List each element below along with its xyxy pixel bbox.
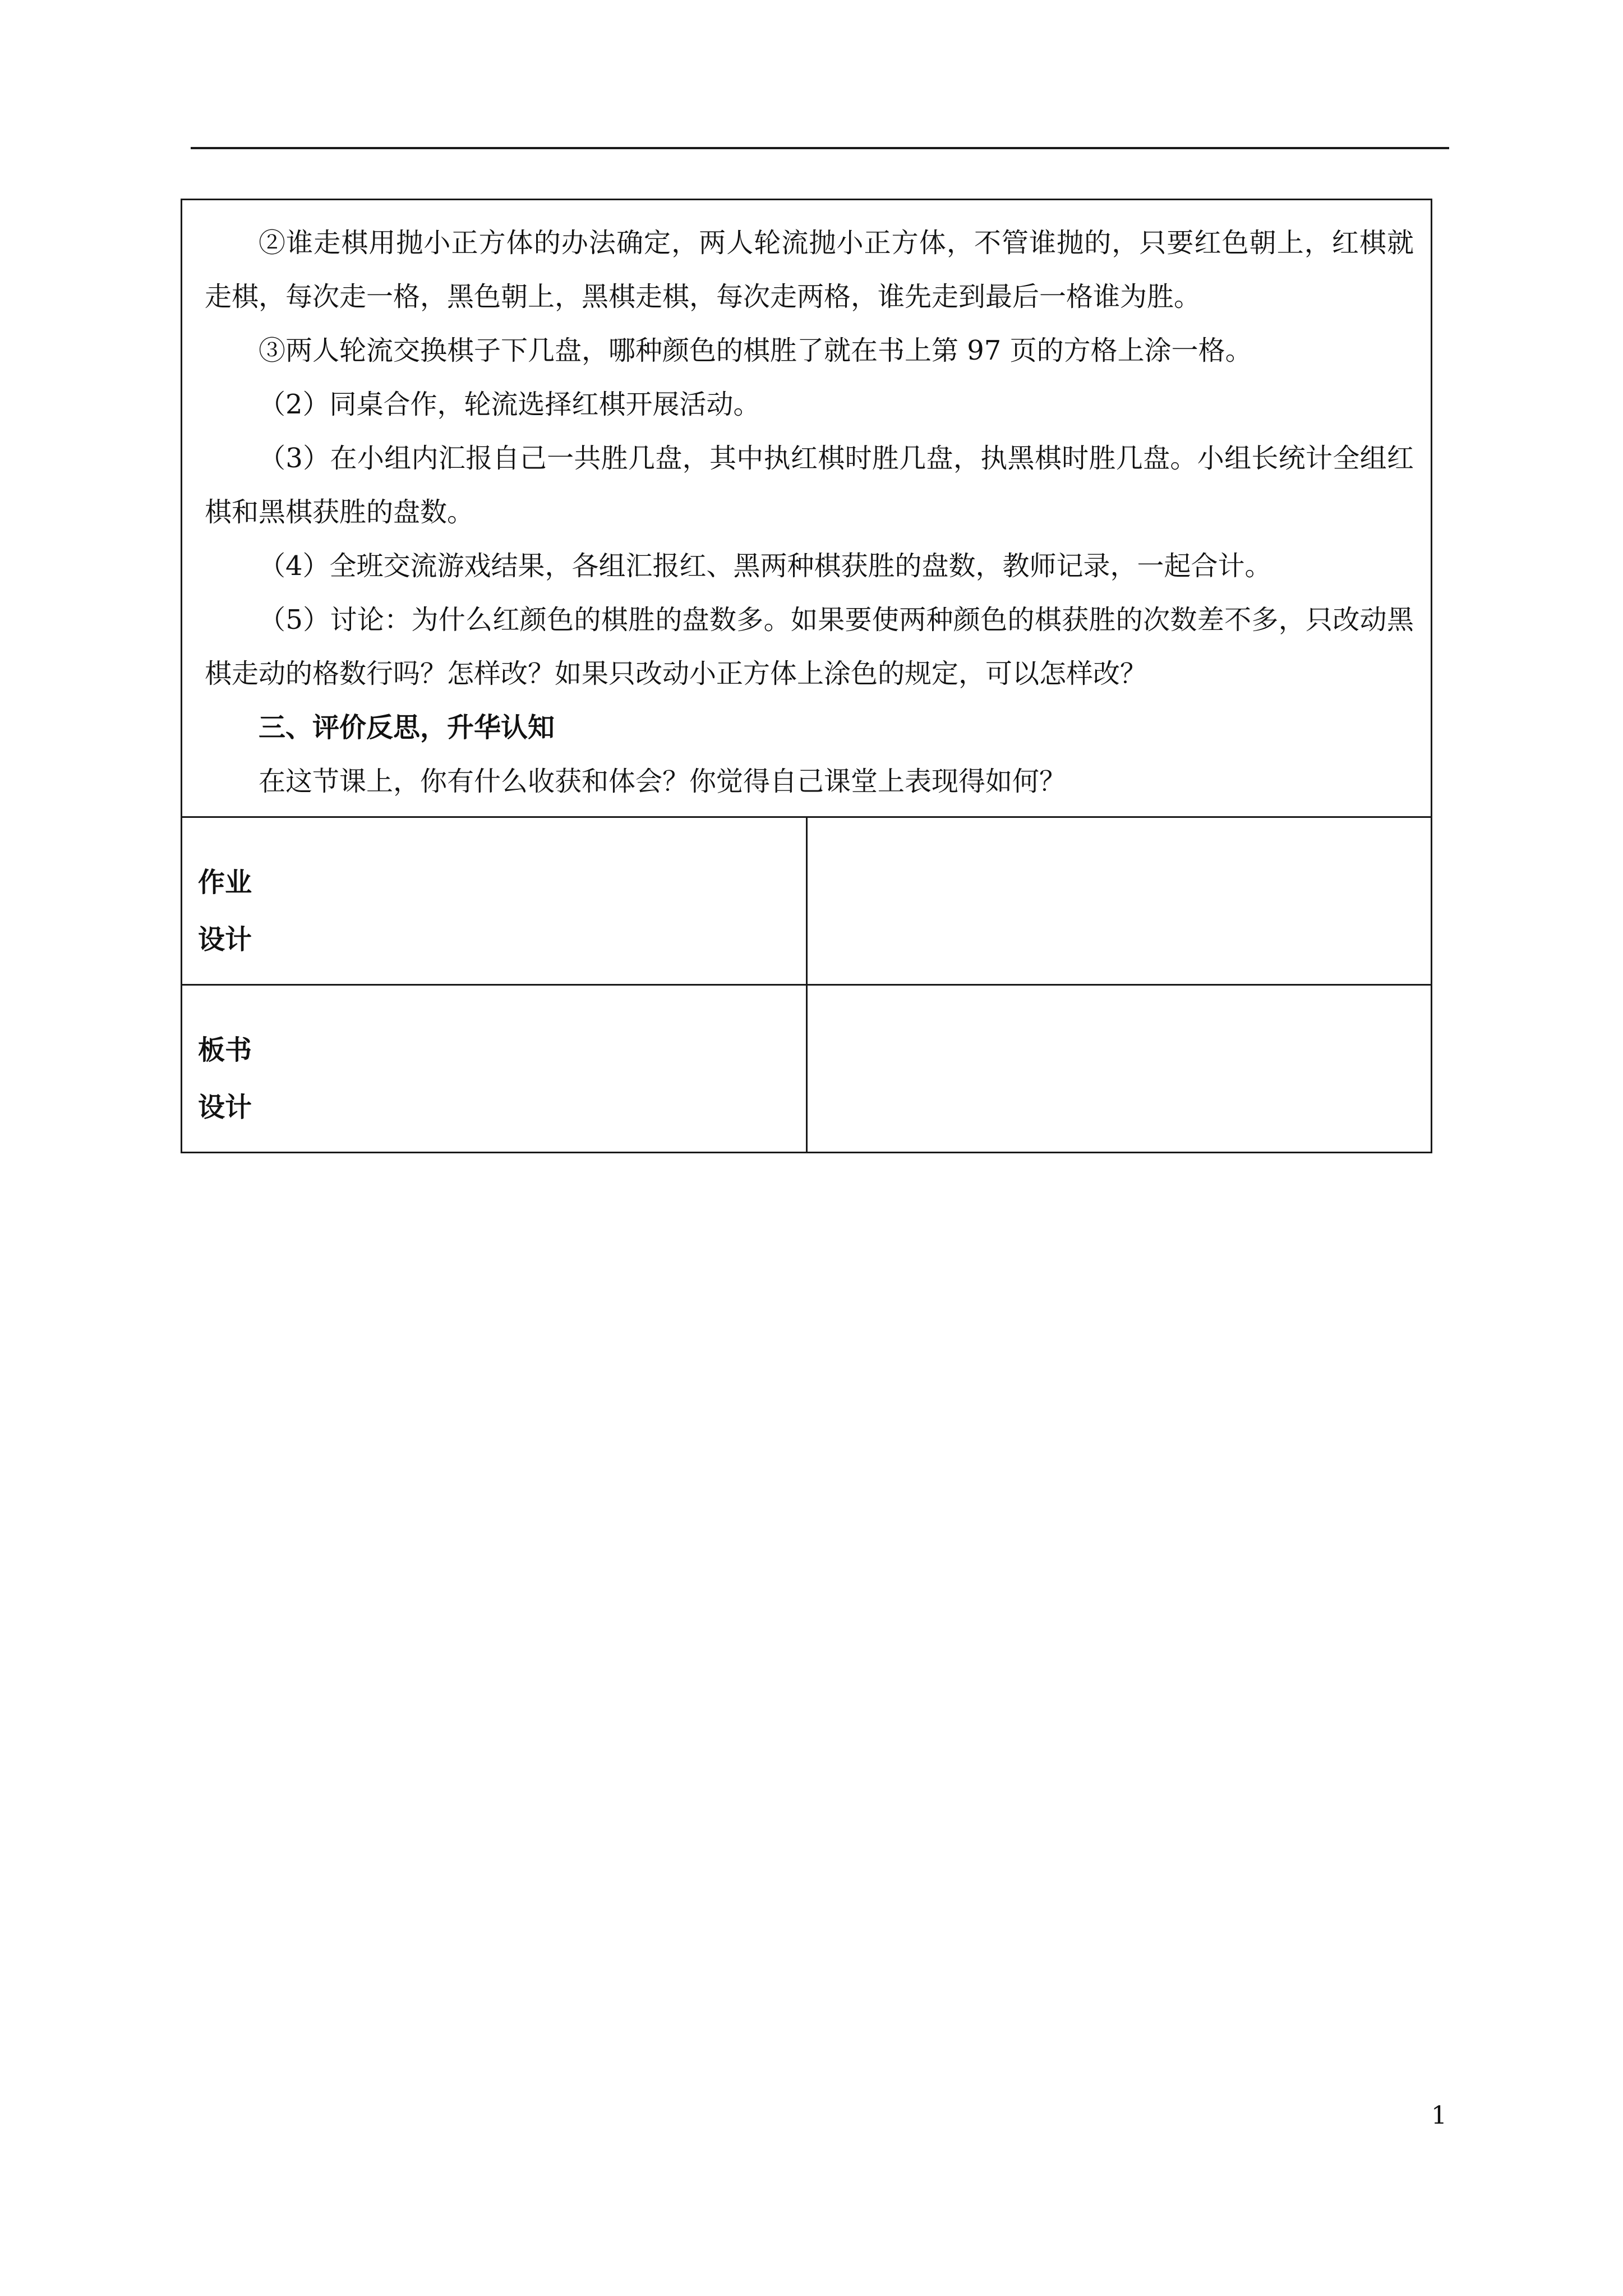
paragraph-step-3: （3）在小组内汇报自己一共胜几盘，其中执红棋时胜几盘，执黑棋时胜几盘。小组长统计全组红棋和黑棋获胜的盘数。 <box>205 443 1414 528</box>
blackboard-body-cell <box>806 985 1432 1153</box>
section-heading-reflection: 三、评价反思，升华认知 <box>259 712 555 743</box>
homework-body-cell <box>806 817 1432 985</box>
blackboard-row <box>182 985 1432 1153</box>
homework-label-line2: 设计 <box>198 924 252 955</box>
paragraph-rule-3: ③两人轮流交换棋子下几盘，哪种颜色的棋胜了就在书上第 97 页的方格上涂一格。 <box>259 335 1252 366</box>
header-rule <box>191 147 1449 149</box>
blackboard-label-line1: 板书 <box>198 1034 252 1066</box>
content-row <box>182 200 1432 817</box>
blackboard-label-cell <box>182 985 807 1153</box>
paragraph-step-2: （2）同桌合作，轮流选择红棋开展活动。 <box>259 389 760 420</box>
paragraph-rule-2: ②谁走棋用抛小正方体的办法确定，两人轮流抛小正方体，不管谁抛的，只要红色朝上，红棋就走棋，每次走一格，黑色朝上，黑棋走棋，每次走两格，谁先走到最后一格谁为胜。 <box>205 227 1414 312</box>
page-number: 1 <box>1431 2101 1447 2130</box>
homework-row <box>182 817 1432 985</box>
homework-label-line1: 作业 <box>198 867 252 898</box>
paragraph-step-5: （5）讨论：为什么红颜色的棋胜的盘数多。如果要使两种颜色的棋获胜的次数差不多，只改动黑棋走动的格数行吗？怎样改？如果只改动小正方体上涂色的规定，可以怎样改？ <box>205 604 1414 689</box>
paragraph-step-4: （4）全班交流游戏结果，各组汇报红、黑两种棋获胜的盘数，教师记录，一起合计。 <box>259 550 1272 582</box>
lesson-plan-table <box>181 199 1432 1153</box>
teaching-process-cell <box>182 200 1432 817</box>
paragraph-reflection-question: 在这节课上，你有什么收获和体会？你觉得自己课堂上表现得如何？ <box>259 766 1067 797</box>
blackboard-label-line2: 设计 <box>198 1092 252 1123</box>
homework-label-cell <box>182 817 807 985</box>
